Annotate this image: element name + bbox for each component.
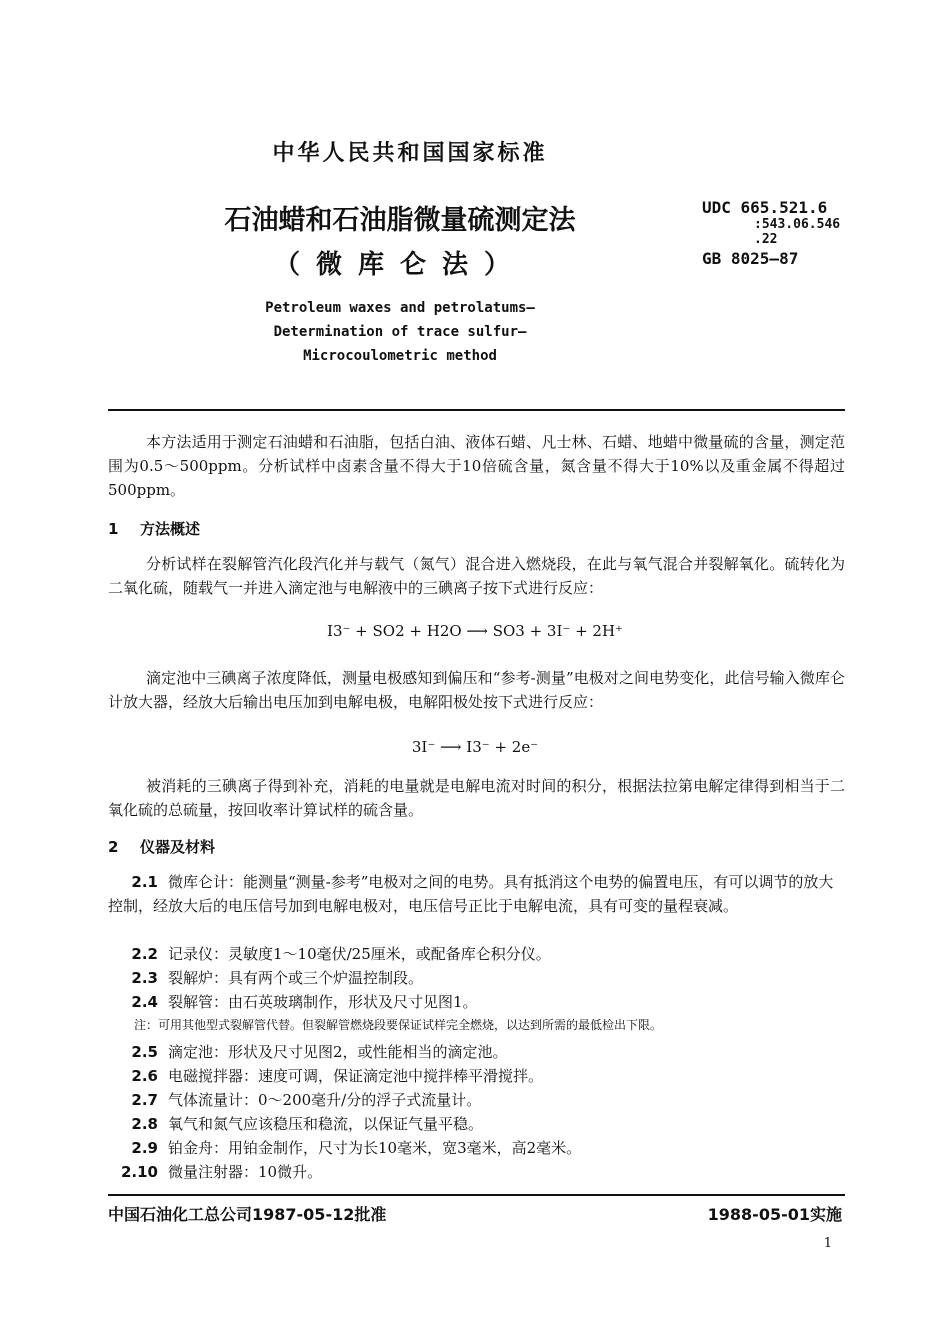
standard-header: 中华人民共和国国家标准 <box>272 141 548 166</box>
note: 注：可用其他型式裂解管代替。但裂解管燃烧段要保证试样完全燃烧，以达到所需的最低检出下限。 <box>134 1018 663 1032</box>
list-item <box>108 942 845 966</box>
effective-date: 1988-05-01实施 <box>707 1205 842 1224</box>
list-item <box>108 1160 845 1184</box>
udc-line-3: .22 <box>754 232 778 247</box>
section-2-number: 2 <box>108 838 119 856</box>
item-number: 2.7 <box>131 1091 158 1109</box>
udc-line-1: UDC 665.521.6 <box>702 198 828 217</box>
item-text: 裂解炉：具有两个或三个炉温控制段。 <box>168 969 424 987</box>
section-2-heading <box>108 836 215 857</box>
item-number: 2.8 <box>131 1115 158 1133</box>
item-number: 2.1 <box>131 873 158 891</box>
intro-paragraph: 本方法适用于测定石油蜡和石油脂，包括白油、液体石蜡、凡士林、石蜡、地蜡中微量硫的含量，测定范围为0.5～500ppm。分析试样中卤素含量不得大于10倍硫含量，氮含量不得大于10%以及重金属不得超过500ppm。 <box>108 433 845 499</box>
section-1-title: 方法概述 <box>140 520 201 538</box>
item-number: 2.6 <box>131 1067 158 1085</box>
english-title <box>150 296 650 368</box>
list-item <box>108 1112 845 1136</box>
document-title: 石油蜡和石油脂微量硫测定法 <box>224 205 576 236</box>
item-text: 气体流量计：0～200毫升/分的浮子式流量计。 <box>168 1091 482 1109</box>
formula-1: I3⁻ + SO2 + H2O ⟶ SO3 + 3I⁻ + 2H⁺ <box>327 622 623 640</box>
section-2-title: 仪器及材料 <box>140 838 216 856</box>
list-item <box>108 1040 845 1064</box>
classification-block <box>702 198 840 268</box>
item-text: 裂解管：由石英玻璃制作，形状及尺寸见图1。 <box>168 993 478 1011</box>
footer-divider <box>108 1194 845 1196</box>
section-1-heading <box>108 518 200 539</box>
english-title-line-1: Petroleum waxes and petrolatums— <box>265 300 535 316</box>
item-text: 微库仑计：能测量“测量-参考”电极对之间的电势。具有抵消这个电势的偏置电压，有可以调节的放大控制，经放大后的电压信号加到电解电极对，电压信号正比于电解电流，具有可变的量程衰减。 <box>108 873 834 915</box>
section-1-number: 1 <box>108 520 119 538</box>
list-item <box>108 870 845 918</box>
list-item <box>108 966 845 990</box>
udc-line-2: :543.06.546 <box>754 217 841 232</box>
item-text: 记录仪：灵敏度1～10毫伏/25厘米，或配备库仑积分仪。 <box>168 945 551 963</box>
item-text: 电磁搅拌器：速度可调，保证滴定池中搅拌棒平滑搅拌。 <box>168 1067 544 1085</box>
list-item <box>108 1064 845 1088</box>
item-number: 2.9 <box>131 1139 158 1157</box>
approval-line: 中国石油化工总公司1987-05-12批准 <box>108 1205 387 1224</box>
page-number: 1 <box>823 1236 832 1251</box>
item-number: 2.4 <box>131 993 158 1011</box>
list-item <box>108 990 845 1014</box>
header-divider <box>108 409 845 411</box>
english-title-line-2: Determination of trace sulfur— <box>273 324 527 340</box>
list-item <box>108 1136 845 1160</box>
item-number: 2.3 <box>131 969 158 987</box>
item-number: 2.2 <box>131 945 158 963</box>
item-text: 滴定池：形状及尺寸见图2，或性能相当的滴定池。 <box>168 1043 508 1061</box>
item-text: 铂金舟：用铂金制作，尺寸为长10毫米，宽3毫米，高2毫米。 <box>168 1139 582 1157</box>
section-1-paragraph-1: 分析试样在裂解管汽化段汽化并与载气（氮气）混合进入燃烧段，在此与氧气混合并裂解氧化。硫转化为二氧化硫，随载气一并进入滴定池与电解液中的三碘离子按下式进行反应： <box>108 555 845 597</box>
formula-2: 3I⁻ ⟶ I3⁻ + 2e⁻ <box>411 738 539 756</box>
list-item <box>108 1088 845 1112</box>
section-1-paragraph-3: 被消耗的三碘离子得到补充，消耗的电量就是电解电流对时间的积分，根据法拉第电解定律得到相当于二氧化硫的总硫量，按回收率计算试样的硫含量。 <box>108 777 845 819</box>
document-subtitle: （微库仑法） <box>273 250 526 280</box>
item-number: 2.10 <box>120 1163 158 1181</box>
item-text: 氧气和氮气应该稳压和稳流，以保证气量平稳。 <box>168 1115 484 1133</box>
section-1-paragraph-2: 滴定池中三碘离子浓度降低，测量电极感知到偏压和“参考-测量”电极对之间电势变化，此信号输入微库仑计放大器，经放大后输出电压加到电解电极，电解阳极处按下式进行反应： <box>108 669 845 711</box>
item-number: 2.5 <box>131 1043 158 1061</box>
item-text: 微量注射器：10微升。 <box>168 1163 323 1181</box>
english-title-line-3: Microcoulometric method <box>303 348 497 364</box>
gb-number: GB 8025—87 <box>702 249 799 268</box>
